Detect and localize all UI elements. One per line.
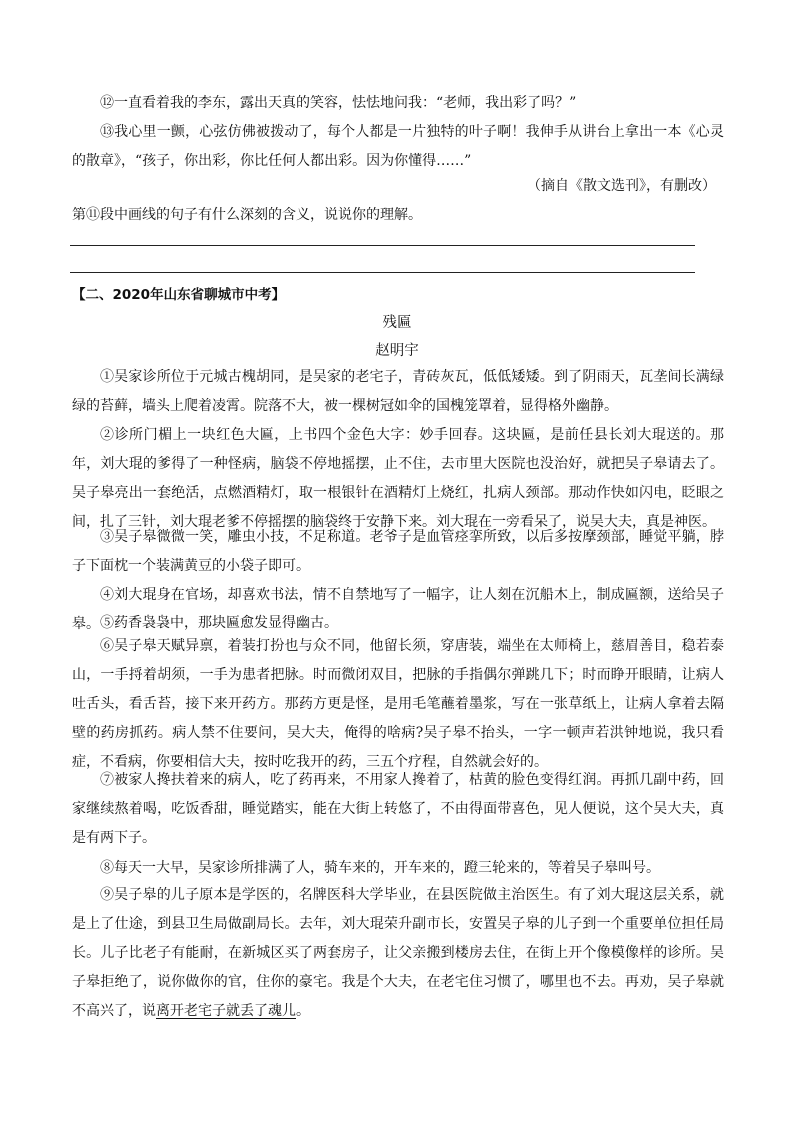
paragraph-5: ⑤药香袅袅中，那块匾愈发显得幽古。 bbox=[100, 615, 338, 631]
paragraph-2: ②诊所门楣上一块红色大匾，上书四个金色大字：妙手回春。这块匾，是前任县长刘大琨送的。那年，刘大琨的爹得了一种怪病，脑袋不停地摇摆，止不住，去市里大医院也没治好，就把吴子皋请去了。吴子皋亮出一套绝活，点燃酒精灯，取一根银针在酒精灯上烧红，扎病人颈部。那动作快如闪电，眨眼之间，扎了三针，刘大琨老爹不停摇摆的脑袋终于安静下来。刘大琨在一旁看呆了，说吴大夫，真是神医。 bbox=[72, 427, 724, 530]
question-text: 第⑪段中画线的句子有什么深刻的含义，说说你的理解。 bbox=[72, 207, 422, 223]
paragraph-13: ⑬我心里一颤，心弦仿佛被拨动了，每个人都是一片独特的叶子啊！我伸手从讲台上拿出一本《心灵的散章》，“孩子，你出彩，你比任何人都出彩。因为你懂得……” bbox=[72, 124, 724, 169]
paragraph-6: ⑥吴子皋天赋异禀，着装打扮也与众不同，他留长须，穿唐装，端坐在太师椅上，慈眉善目，稳若泰山，一手捋着胡须，一手为患者把脉。时而微闭双目，把脉的手指偶尔弹跳几下；时而睁开眼睛，让病人吐舌头，看舌苔，接下来开药方。那药方更是怪，是用毛笔蘸着墨浆，写在一张草纸上，让病人拿着去隔壁的药房抓药。病人禁不住要问，吴大夫，俺得的啥病?吴子皋不抬头，一字一顿声若洪钟地说，我只看症，不看病，你要相信大夫，按时吃我开的药，三五个疗程，自然就会好的。 bbox=[72, 638, 724, 770]
section-heading: 【二、2020年山东省聊城市中考】 bbox=[72, 287, 286, 303]
paragraph-1: ①吴家诊所位于元城古槐胡同，是吴家的老宅子，青砖灰瓦，低低矮矮。到了阴雨天，瓦垄间长满绿绿的苔藓，墙头上爬着凌霄。院落不大，被一棵树冠如伞的国槐笼罩着，显得格外幽静。 bbox=[72, 369, 724, 414]
paragraph-12: ⑫一直看着我的李东，露出天真的笑容，怯怯地问我：“老师，我出彩了吗？” bbox=[100, 95, 577, 111]
story-title: 残匾 bbox=[382, 315, 412, 331]
answer-line-1[interactable] bbox=[70, 245, 695, 246]
answer-line-2[interactable] bbox=[70, 272, 695, 273]
story-author: 赵明宇 bbox=[375, 343, 419, 359]
source-citation: （摘自《散文选刊》，有删改） bbox=[527, 178, 716, 194]
paragraph-3: ③吴子皋微微一笑，雕虫小技，不足称道。老爷子是血管痉挛所致，以后多按摩颈部，睡觉平躺，脖子下面枕一个装满黄豆的小袋子即可。 bbox=[72, 529, 724, 574]
paragraph-9-end: 。 bbox=[296, 1003, 310, 1019]
paragraph-9-text: ⑨吴子皋的儿子原本是学医的，名牌医科大学毕业，在县医院做主治医生。有了刘大琨这层关系，就是上了仕途，到县卫生局做副局长。去年，刘大琨荣升副市长，安置吴子皋的儿子到一个重要单位担任局长。儿子比老子有能耐，在新城区买了两套房子，让父亲搬到楼房去住，在街上开个像模像样的诊所。吴子皋拒绝了，说你做你的官，住你的豪宅。我是个大夫，在老宅住习惯了，哪里也不去。再劝，吴子皋就不高兴了，说 bbox=[72, 887, 724, 1019]
paragraph-9 bbox=[72, 881, 724, 1026]
underlined-sentence: 离开老宅子就丢了魂儿 bbox=[156, 1003, 296, 1019]
paragraph-7: ⑦被家人搀扶着来的病人，吃了药再来，不用家人搀着了，枯黄的脸色变得红润。再抓几副中药，回家继续熬着喝，吃饭香甜，睡觉踏实，能在大街上转悠了，不由得面带喜色，见人便说，这个吴大夫，真是有两下子。 bbox=[72, 772, 724, 846]
paragraph-4: ④刘大琨身在官场，却喜欢书法，情不自禁地写了一幅字，让人刻在沉船木上，制成匾额，送给吴子皋。 bbox=[72, 587, 724, 632]
paragraph-8: ⑧每天一大早，吴家诊所排满了人，骑车来的，开车来的，蹬三轮来的，等着吴子皋叫号。 bbox=[100, 860, 660, 876]
